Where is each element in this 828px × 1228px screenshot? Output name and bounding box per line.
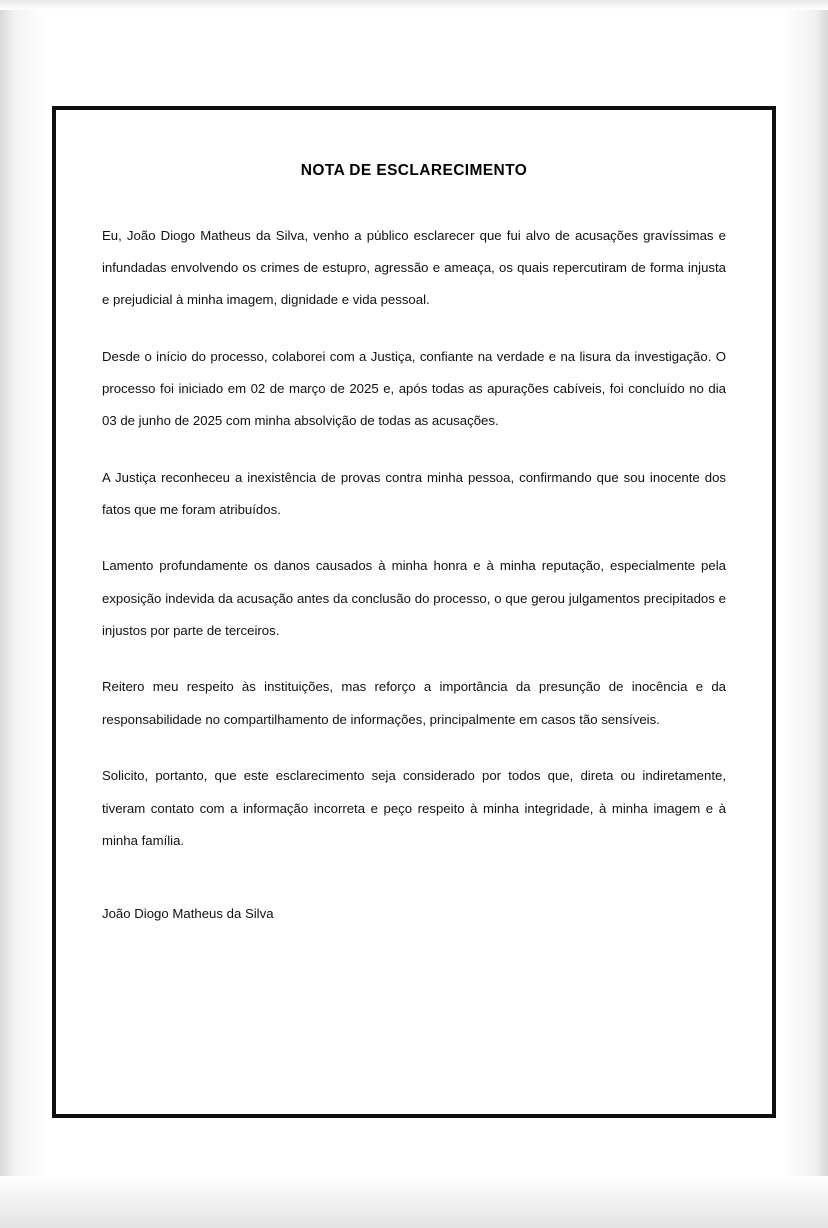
paragraph-1: Eu, João Diogo Matheus da Silva, venho a público esclarecer que fui alvo de acusações gravíssimas e infundadas envolvendo os crimes de estupro, agressão e ameaça, os quais repercutiram de forma injusta e prejudicial à minha imagem, dignidade e vida pessoal. <box>102 227 726 308</box>
signature-block <box>102 901 726 927</box>
paragraph-3: A Justiça reconheceu a inexistência de provas contra minha pessoa, confirmando que sou inocente dos fatos que me foram atribuídos. <box>102 469 726 518</box>
document-sheet <box>52 106 776 1118</box>
paragraph-6: Solicito, portanto, que este esclarecimento seja considerado por todos que, direta ou indiretamente, tiveram contato com a informação incorreta e peço respeito à minha integridade, à minha imagem e à minha família. <box>102 768 726 848</box>
paragraph-2: Desde o início do processo, colaborei com a Justiça, confiante na verdade e na lisura da investigação. O processo foi iniciado em 02 de março de 2025 e, após todas as apurações cabíveis, foi concluído no dia 03 de junho de 2025 com minha absolvição de todas as acusações. <box>102 348 726 429</box>
paragraph-4: Lamento profundamente os danos causados à minha honra e à minha reputação, especialmente pela exposição indevida da acusação antes da conclusão do processo, o que gerou julgamentos precipitados e injustos por parte de terceiros. <box>102 558 726 639</box>
signature-name: João Diogo Matheus da Silva <box>102 906 274 922</box>
page-title: NOTA DE ESCLARECIMENTO <box>300 162 528 179</box>
document-body <box>102 220 726 858</box>
paragraph-5: Reitero meu respeito às instituições, mas reforço a importância da presunção de inocência e da responsabilidade no compartilhamento de informações, principalmente em casos tão sensíveis. <box>102 679 726 727</box>
